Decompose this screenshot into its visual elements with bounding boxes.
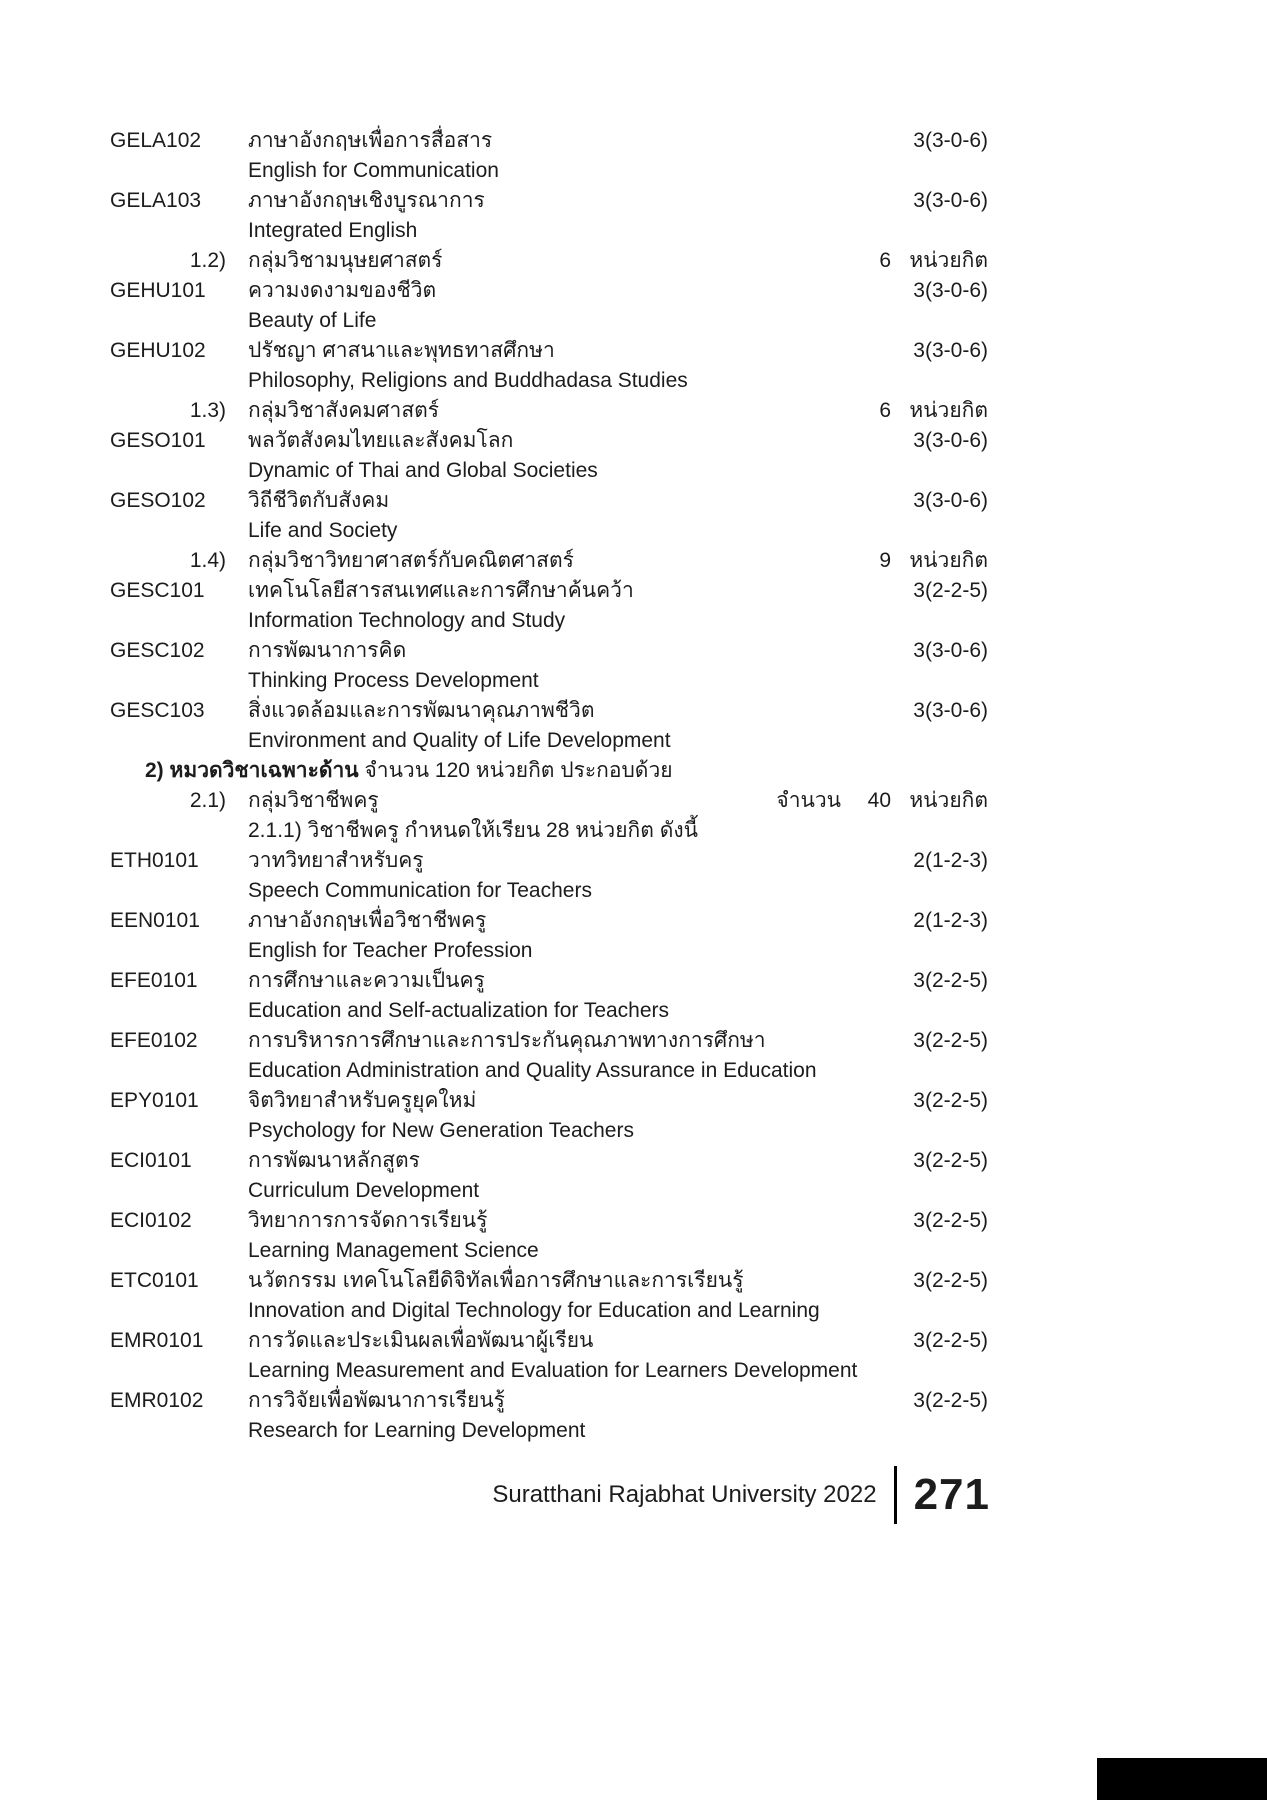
section-credit-unit: หน่วยกิต: [909, 399, 988, 422]
course-title-thai: ความงดงามของชีวิต: [248, 279, 437, 302]
course-credit: 3(2-2-5): [913, 1209, 988, 1232]
course-credit: 3(2-2-5): [913, 1029, 988, 1052]
course-code: ETC0101: [110, 1269, 199, 1292]
group-heading-rest: จำนวน 120 หน่วยกิต ประกอบด้วย: [358, 759, 673, 782]
course-code: EMR0102: [110, 1389, 204, 1412]
course-table: [110, 126, 988, 1446]
course-credit: 2(1-2-3): [913, 909, 988, 932]
subsection-number: 2.1): [189, 789, 226, 812]
course-code: EPY0101: [110, 1089, 199, 1112]
section-title: กลุ่มวิชาสังคมศาสตร์: [248, 399, 440, 422]
section-credit-value: 9: [879, 549, 891, 572]
course-credit: 3(2-2-5): [913, 1389, 988, 1412]
course-credit: 3(2-2-5): [913, 1089, 988, 1112]
course-row: [110, 426, 988, 486]
course-title-thai: นวัตกรรม เทคโนโลยีดิจิทัลเพื่อการศึกษาและการเรียนรู้: [248, 1269, 744, 1292]
course-code: GELA102: [110, 129, 202, 152]
section-row: [110, 246, 988, 276]
course-code: GEHU102: [110, 339, 206, 362]
course-title-thai: ปรัชญา ศาสนาและพุทธทาสศึกษา: [248, 339, 555, 362]
group-heading-row: [110, 756, 988, 786]
course-row: [110, 696, 988, 756]
page-number: 271: [913, 1470, 990, 1519]
course-code: ECI0102: [110, 1209, 192, 1232]
course-title-thai: จิตวิทยาสำหรับครูยุคใหม่: [248, 1089, 477, 1112]
course-credit: 2(1-2-3): [913, 849, 988, 872]
course-code: EFE0101: [110, 969, 198, 992]
course-title-english: Learning Measurement and Evaluation for Learners Development: [248, 1359, 858, 1382]
course-code: GESO102: [110, 489, 206, 512]
course-row: [110, 1086, 988, 1146]
section-title: กลุ่มวิชาวิทยาศาสตร์กับคณิตศาสตร์: [248, 549, 574, 572]
course-code: GESC101: [110, 579, 205, 602]
course-title-thai: ภาษาอังกฤษเพื่อการสื่อสาร: [248, 129, 493, 152]
course-credit: 3(2-2-5): [913, 1149, 988, 1172]
course-credit: 3(3-0-6): [913, 129, 988, 152]
section-title: กลุ่มวิชามนุษยศาสตร์: [248, 249, 443, 272]
section-credit-value: 6: [879, 249, 891, 272]
course-credit: 3(3-0-6): [913, 489, 988, 512]
sub-subsection-row: [110, 816, 988, 846]
course-credit: 3(3-0-6): [913, 339, 988, 362]
course-row: [110, 576, 988, 636]
course-code: GESO101: [110, 429, 206, 452]
institution-name: Suratthani Rajabhat University 2022: [492, 1481, 877, 1508]
course-credit: 3(3-0-6): [913, 699, 988, 722]
course-credit: 3(2-2-5): [913, 1269, 988, 1292]
course-row: [110, 1026, 988, 1086]
course-title-english: Speech Communication for Teachers: [248, 879, 592, 902]
section-number: 1.3): [189, 399, 226, 422]
course-code: ETH0101: [110, 849, 199, 872]
course-title-thai: วิถีชีวิตกับสังคม: [248, 489, 390, 512]
subsection-title: กลุ่มวิชาชีพครู: [248, 789, 379, 812]
course-row: [110, 1206, 988, 1266]
course-credit: 3(3-0-6): [913, 189, 988, 212]
course-title-thai: พลวัตสังคมไทยและสังคมโลก: [248, 429, 514, 452]
group-heading-bold: 2) หมวดวิชาเฉพาะด้าน: [145, 759, 359, 782]
course-title-english: English for Communication: [248, 159, 499, 182]
subsection-amount-label: จำนวน: [776, 789, 841, 812]
course-code: GESC103: [110, 699, 205, 722]
section-row: [110, 396, 988, 426]
course-code: EFE0102: [110, 1029, 198, 1052]
course-title-english: Life and Society: [248, 519, 398, 542]
page-footer: [492, 1466, 990, 1524]
course-title-english: Information Technology and Study: [248, 609, 566, 632]
course-row: [110, 1386, 988, 1446]
course-title-thai: การพัฒนาการคิด: [248, 639, 407, 662]
course-credit: 3(3-0-6): [913, 279, 988, 302]
course-credit: 3(3-0-6): [913, 429, 988, 452]
course-title-english: Research for Learning Development: [248, 1419, 586, 1442]
course-title-english: Environment and Quality of Life Development: [248, 729, 671, 752]
course-title-thai: วิทยาการการจัดการเรียนรู้: [248, 1209, 488, 1232]
section-number: 1.2): [189, 249, 226, 272]
section-credit-value: 6: [879, 399, 891, 422]
section-credit-unit: หน่วยกิต: [909, 549, 988, 572]
bottom-corner-bar: [1097, 1758, 1267, 1800]
course-row: [110, 846, 988, 906]
course-title-thai: การวัดและประเมินผลเพื่อพัฒนาผู้เรียน: [248, 1329, 594, 1352]
course-code: ECI0101: [110, 1149, 192, 1172]
course-title-english: Psychology for New Generation Teachers: [248, 1119, 634, 1142]
course-credit: 3(2-2-5): [913, 579, 988, 602]
course-row: [110, 276, 988, 336]
sub-subsection-text: 2.1.1) วิชาชีพครู กำหนดให้เรียน 28 หน่วยกิต ดังนี้: [248, 819, 698, 842]
course-title-english: Beauty of Life: [248, 309, 377, 332]
course-title-thai: การศึกษาและความเป็นครู: [248, 969, 485, 992]
course-title-english: Thinking Process Development: [248, 669, 539, 692]
course-credit: 3(2-2-5): [913, 969, 988, 992]
course-code: GELA103: [110, 189, 202, 212]
course-credit: 3(2-2-5): [913, 1329, 988, 1352]
subsection-row: [110, 786, 988, 816]
footer-divider: [894, 1466, 897, 1524]
section-number: 1.4): [189, 549, 226, 572]
course-title-thai: เทคโนโลยีสารสนเทศและการศึกษาค้นคว้า: [248, 579, 634, 602]
course-title-thai: การบริหารการศึกษาและการประกันคุณภาพทางการศึกษา: [248, 1029, 766, 1052]
section-row: [110, 546, 988, 576]
course-row: [110, 636, 988, 696]
course-title-english: Integrated English: [248, 219, 418, 242]
subsection-credit-value: 40: [867, 789, 891, 812]
course-row: [110, 1266, 988, 1326]
course-row: [110, 336, 988, 396]
course-credit: 3(3-0-6): [913, 639, 988, 662]
course-row: [110, 186, 988, 246]
course-title-thai: ภาษาอังกฤษเพื่อวิชาชีพครู: [248, 909, 487, 932]
course-row: [110, 486, 988, 546]
course-code: EMR0101: [110, 1329, 204, 1352]
course-code: GESC102: [110, 639, 205, 662]
course-code: GEHU101: [110, 279, 206, 302]
section-credit-unit: หน่วยกิต: [909, 249, 988, 272]
course-title-thai: วาทวิทยาสำหรับครู: [248, 849, 424, 872]
course-row: [110, 126, 988, 186]
course-title-english: Dynamic of Thai and Global Societies: [248, 459, 598, 482]
course-row: [110, 966, 988, 1026]
course-title-thai: การวิจัยเพื่อพัฒนาการเรียนรู้: [248, 1389, 505, 1412]
course-title-thai: สิ่งแวดล้อมและการพัฒนาคุณภาพชีวิต: [248, 699, 595, 722]
course-title-english: Curriculum Development: [248, 1179, 480, 1202]
course-row: [110, 1146, 988, 1206]
course-title-english: Philosophy, Religions and Buddhadasa Studies: [248, 369, 688, 392]
course-code: EEN0101: [110, 909, 200, 932]
course-title-english: Innovation and Digital Technology for Education and Learning: [248, 1299, 820, 1322]
course-title-english: English for Teacher Profession: [248, 939, 533, 962]
subsection-credit-unit: หน่วยกิต: [909, 789, 988, 812]
course-title-english: Education and Self-actualization for Teachers: [248, 999, 670, 1022]
course-title-english: Education Administration and Quality Assurance in Education: [248, 1059, 817, 1082]
course-row: [110, 1326, 988, 1386]
course-title-thai: ภาษาอังกฤษเชิงบูรณาการ: [248, 189, 485, 212]
course-title-english: Learning Management Science: [248, 1239, 539, 1262]
course-title-thai: การพัฒนาหลักสูตร: [248, 1149, 420, 1172]
course-row: [110, 906, 988, 966]
